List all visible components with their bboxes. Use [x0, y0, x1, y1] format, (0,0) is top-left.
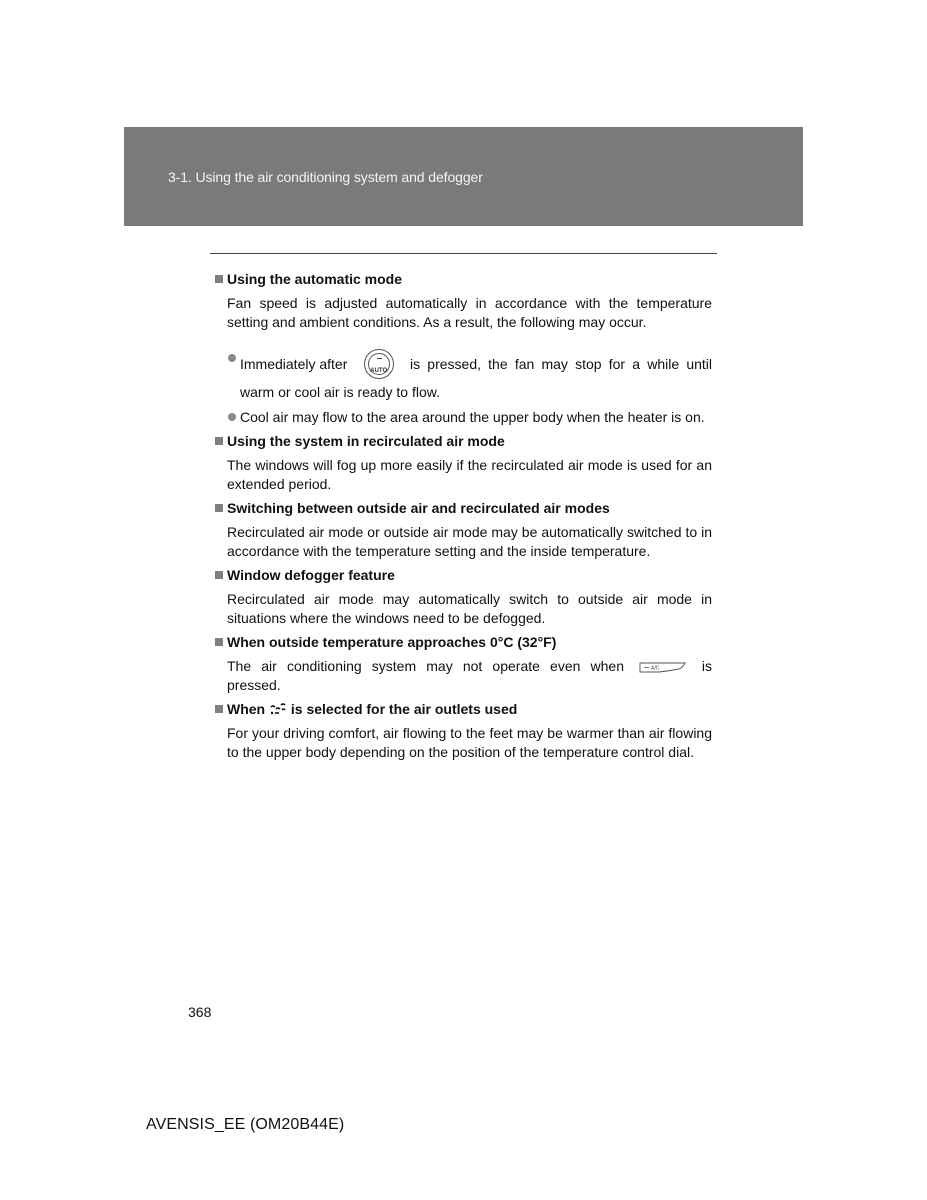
section-body: Fan speed is adjusted automatically in accordance with the temperature setting and ambient conditions. As a result, the following may occur.: [227, 295, 712, 330]
section-heading: Using the automatic mode: [227, 271, 403, 287]
section-body-after-icon: is: [701, 658, 712, 674]
section-body: Recirculated air mode or outside air mode may be automatically switched to in accordance with the temperature setting and the inside temperature.: [227, 524, 712, 559]
section-outside-temperature: [215, 633, 712, 694]
chapter-section-title: 3-1. Using the air conditioning system and defogger: [168, 169, 483, 185]
bullet-text-before-icon: Immediately after: [240, 355, 348, 372]
auto-button-icon: AUTO: [364, 349, 394, 379]
section-body-before-icon: The air conditioning system may not operate even when: [227, 658, 624, 674]
bullet-text: Cool air may flow to the area around the upper body when the heater is on.: [240, 408, 705, 425]
section-switching-air-modes: [215, 499, 712, 560]
section-air-outlets: [215, 700, 712, 761]
bullet-continuation: warm or cool air is ready to flow.: [240, 384, 440, 400]
square-bullet-icon: [215, 571, 223, 579]
square-bullet-icon: [215, 504, 223, 512]
square-bullet-icon: [215, 275, 223, 283]
round-bullet-icon: [228, 413, 236, 421]
section-heading: Window defogger feature: [227, 567, 395, 583]
svg-text:A/C: A/C: [650, 665, 660, 672]
section-body: Recirculated air mode may automatically switch to outside air mode in situations where the windows need to be defogged.: [227, 591, 712, 626]
section-heading: Switching between outside air and recirculated air modes: [227, 500, 610, 516]
list-item: [227, 349, 712, 402]
ac-button-icon: [639, 657, 687, 676]
section-heading: When outside temperature approaches 0°C (32°F): [227, 634, 557, 650]
section-heading: Using the system in recirculated air mode: [227, 433, 505, 449]
chapter-header-band: [124, 127, 803, 226]
section-heading-before-icon: When: [227, 701, 266, 717]
section-heading-after-icon: is selected for the air outlets used: [290, 701, 518, 717]
page-content: [215, 270, 712, 767]
document-code: AVENSIS_EE (OM20B44E): [146, 1116, 345, 1133]
section-body: The windows will fog up more easily if the recirculated air mode is used for an extended period.: [227, 457, 712, 492]
round-bullet-icon: [228, 354, 236, 362]
page-number: 368: [188, 1004, 212, 1020]
section-automatic-mode: [215, 270, 712, 426]
divider-rule: [210, 253, 717, 254]
section-recirculated-air-mode: [215, 432, 712, 493]
square-bullet-icon: [215, 638, 223, 646]
section-window-defogger: [215, 566, 712, 627]
list-item: [227, 408, 712, 427]
feet-and-upper-body-outlet-icon: [269, 701, 291, 717]
square-bullet-icon: [215, 705, 223, 713]
section-body-continuation: pressed.: [227, 676, 281, 693]
square-bullet-icon: [215, 437, 223, 445]
section-body: For your driving comfort, air flowing to the feet may be warmer than air flowing to the upper body depending on the position of the temperature control dial.: [227, 725, 712, 760]
bullet-text-after-icon: is pressed, the fan may stop for a while until: [410, 355, 712, 372]
